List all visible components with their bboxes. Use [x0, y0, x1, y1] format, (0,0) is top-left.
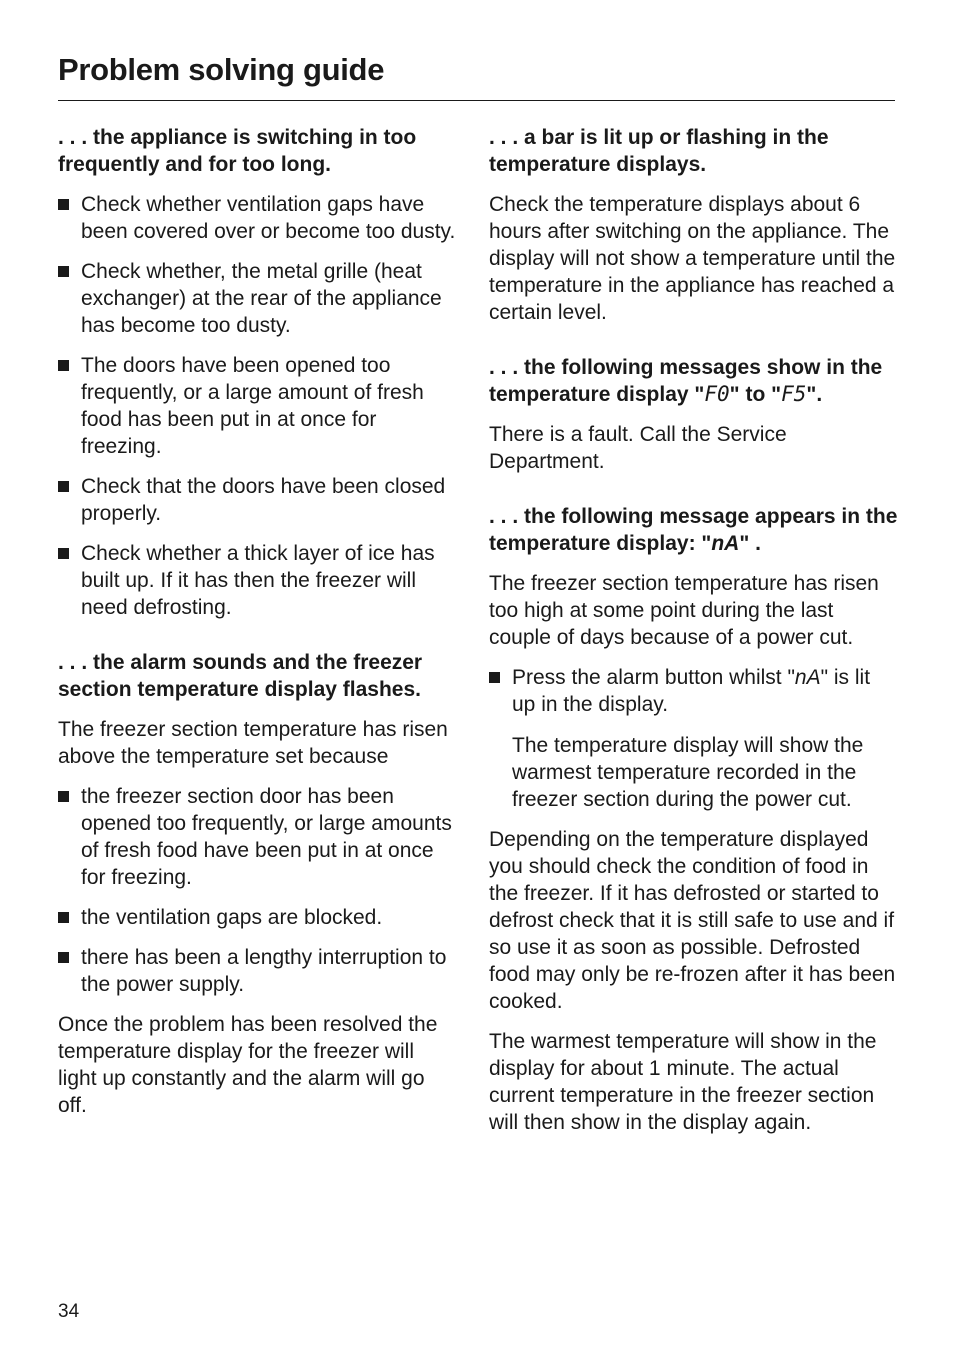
list-item: there has been a lengthy interruption to the power supply.	[58, 944, 458, 998]
switching-checklist	[58, 191, 458, 621]
square-bullet-icon	[58, 360, 69, 371]
list-item: Check whether, the metal grille (heat exchanger) at the rear of the appliance has become too dusty.	[58, 258, 458, 339]
food-check-text: Depending on the temperature displayed you should check the condition of food in the freezer. If it has defrosted or started to defrost check that it is still safe to use and if so use it as soon as possible. Defrosted food may only be re-frozen after it has been cooked.	[489, 828, 896, 1013]
alarm-causes-list	[58, 783, 458, 998]
list-item: The doors have been opened too frequently, or a large amount of fresh food has been put in at once for freezing.	[58, 352, 458, 460]
page-number: 34	[58, 1301, 80, 1322]
display-code-f0: F0	[704, 382, 730, 406]
display-code-na: nA	[711, 532, 740, 555]
list-item: Check whether a thick layer of ice has built up. If it has then the freezer will need defrosting.	[58, 540, 458, 621]
square-bullet-icon	[58, 952, 69, 963]
alarm-resolution-text: Once the problem has been resolved the temperature display for the freezer will light up constantly and the alarm will go off.	[58, 1013, 438, 1117]
warmest-temp-note: The temperature display will show the warmest temperature recorded in the freezer section during the power cut.	[512, 734, 864, 811]
fault-text: There is a fault. Call the Service Department.	[489, 423, 787, 473]
list-item: the ventilation gaps are blocked.	[58, 904, 458, 931]
list-item: Check whether ventilation gaps have been covered over or become too dusty.	[58, 191, 458, 245]
page-title: Problem solving guide	[58, 52, 385, 87]
display-code-f5: F5	[781, 382, 807, 406]
square-bullet-icon	[58, 481, 69, 492]
section-heading-na: . . . the following message appears in the temperature display: "nA" .	[489, 505, 898, 555]
square-bullet-icon	[58, 912, 69, 923]
left-column	[58, 124, 458, 1132]
square-bullet-icon	[58, 199, 69, 210]
square-bullet-icon	[58, 791, 69, 802]
list-item: Press the alarm button whilst "nA" is lit up in the display.	[489, 664, 899, 718]
bar-explanation-text: Check the temperature displays about 6 hours after switching on the appliance. The display will not show a temperature until the temperature in the appliance has reached a certain level.	[489, 193, 896, 324]
list-item: Check that the doors have been closed properly.	[58, 473, 458, 527]
na-instruction-list	[489, 664, 899, 718]
title-divider	[58, 100, 895, 101]
section-heading-alarm: . . . the alarm sounds and the freezer section temperature display flashes.	[58, 651, 423, 701]
section-heading-switching: . . . the appliance is switching in too frequently and for too long.	[58, 126, 417, 176]
right-column	[489, 124, 899, 1149]
square-bullet-icon	[489, 672, 500, 683]
alarm-intro-text: The freezer section temperature has risen above the temperature set because	[58, 718, 448, 768]
square-bullet-icon	[58, 266, 69, 277]
display-duration-text: The warmest temperature will show in the display for about 1 minute. The actual current temperature in the freezer section will then show in the display again.	[489, 1030, 877, 1134]
power-cut-text: The freezer section temperature has risen too high at some point during the last couple of days because of a power cut.	[489, 572, 879, 649]
list-item: the freezer section door has been opened too frequently, or large amounts of fresh food have been put in at once for freezing.	[58, 783, 458, 891]
section-heading-fault-codes: . . . the following messages show in the temperature display "F0" to "F5".	[489, 356, 883, 406]
section-heading-bar: . . . a bar is lit up or flashing in the temperature displays.	[489, 126, 829, 176]
square-bullet-icon	[58, 548, 69, 559]
